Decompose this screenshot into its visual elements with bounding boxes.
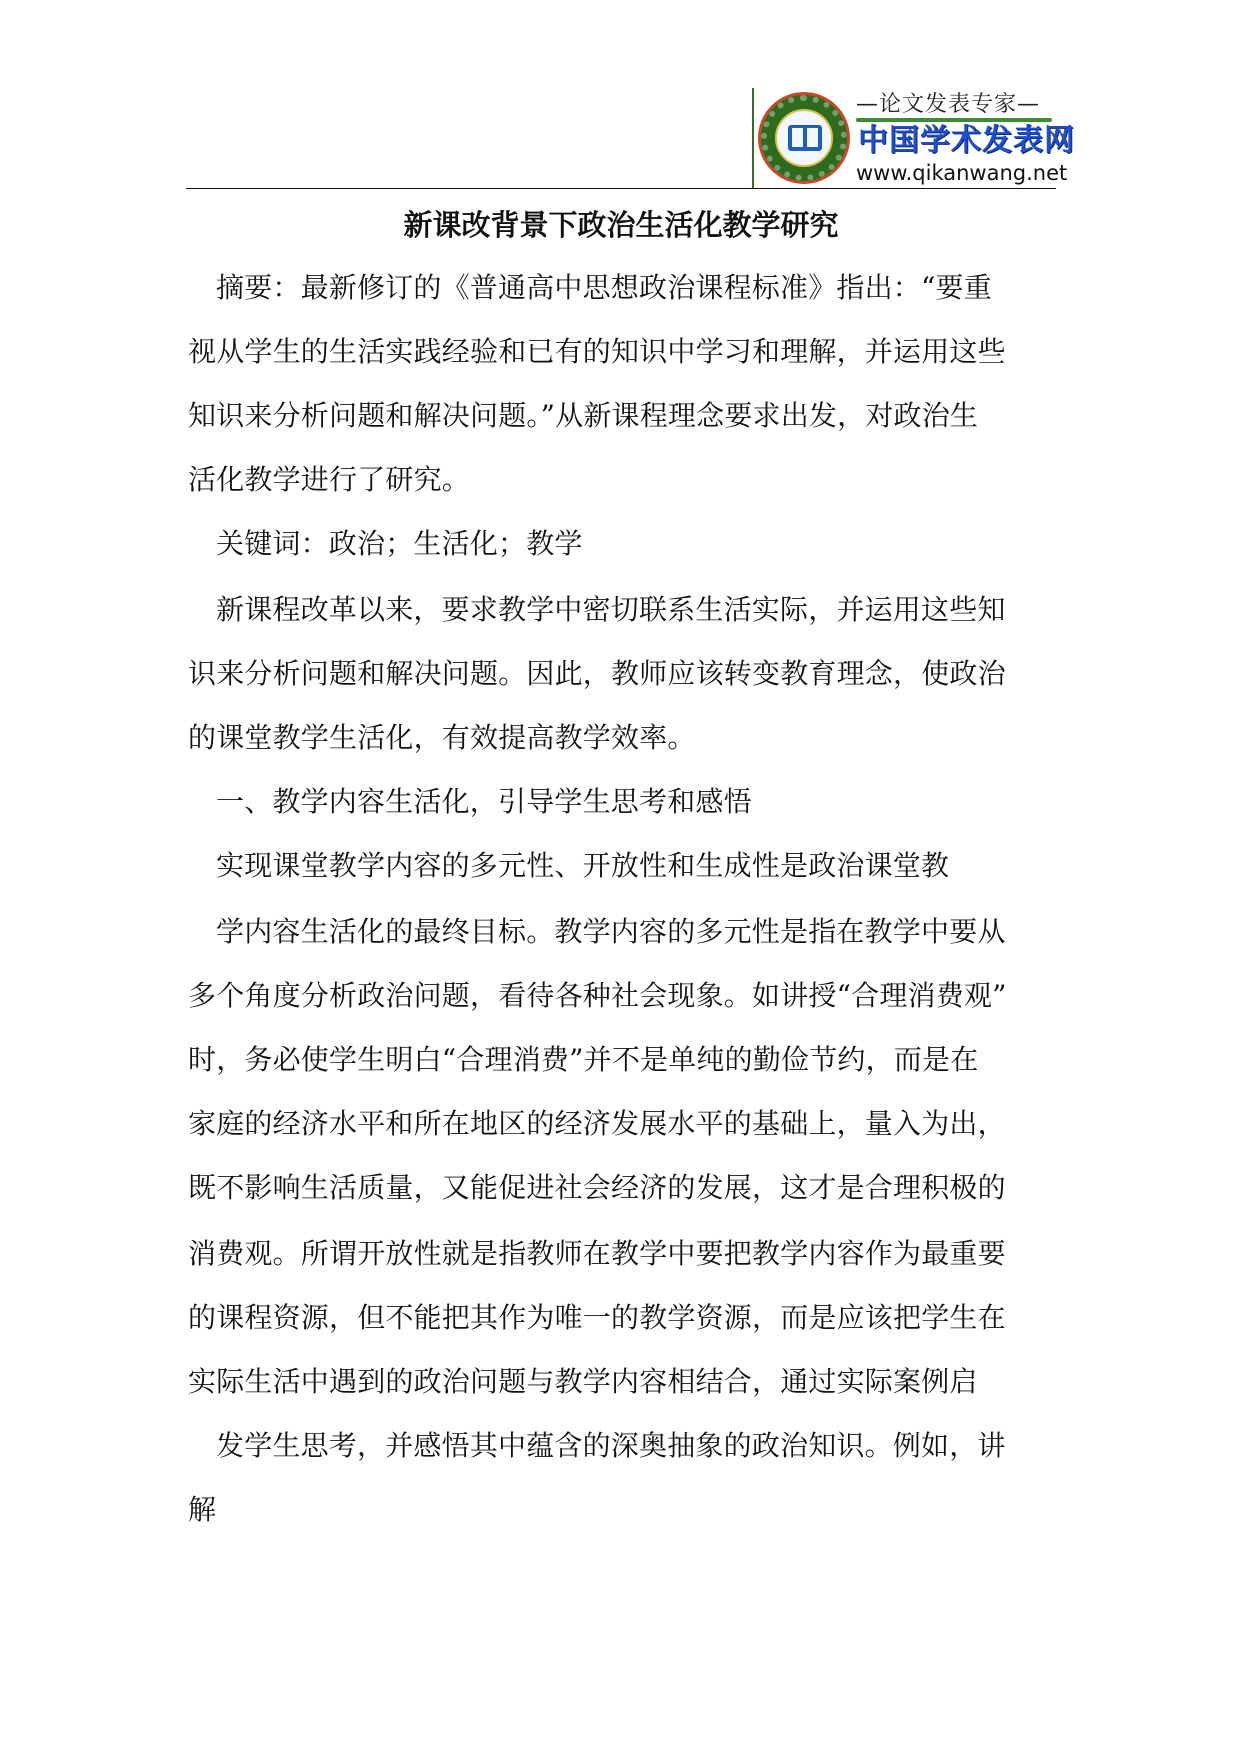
body-line-abstract-2: 视从学生的生活实践经验和已有的知识中学习和理解，并运用这些: [188, 335, 1006, 368]
body-line-abstract-4: 活化教学进行了研究。: [188, 463, 471, 496]
body-line-section1-4: 时，务必使学生明白“合理消费”并不是单纯的勤俭节约，而是在: [188, 1043, 979, 1076]
body-line-section1-6: 既不影响生活质量，又能促进社会经济的发展，这才是合理积极的: [188, 1171, 1006, 1204]
body-line-abstract-1: 摘要：最新修订的《普通高中思想政治课程标准》指出：“要重: [216, 271, 992, 304]
section-heading-1: 一、教学内容生活化，引导学生思考和感悟: [216, 785, 752, 818]
body-line-section1-2: 学内容生活化的最终目标。教学内容的多元性是指在教学中要从: [216, 915, 1006, 948]
body-line-section1-9: 实际生活中遇到的政治问题与教学内容相结合，通过实际案例启: [188, 1365, 978, 1398]
body-line-section1-3: 多个角度分析政治问题，看待各种社会现象。如讲授“合理消费观”: [188, 979, 1007, 1012]
document-title: 新课改背景下政治生活化教学研究: [403, 208, 839, 242]
logo-site-name: 中国学术发表网: [858, 123, 1075, 158]
body-line-section1-8: 的课程资源，但不能把其作为唯一的教学资源，而是应该把学生在: [188, 1301, 1006, 1334]
body-line-keywords: 关键词：政治；生活化；教学: [216, 527, 583, 560]
body-line-section1-7: 消费观。所谓开放性就是指教师在教学中要把教学内容作为最重要: [188, 1237, 1006, 1270]
body-line-abstract-3: 知识来分析问题和解决问题。”从新课程理念要求出发，对政治生: [188, 399, 979, 432]
body-line-intro-3: 的课堂教学生活化，有效提高教学效率。: [188, 721, 696, 754]
logo-slogan: —论文发表专家—: [856, 92, 1041, 117]
logo-url: www.qikanwang.net: [856, 161, 1068, 185]
body-line-section1-10: 发学生思考，并感悟其中蕴含的深奥抽象的政治知识。例如，讲: [216, 1429, 1006, 1462]
body-line-intro-2: 识来分析问题和解决问题。因此，教师应该转变教育理念，使政治: [188, 657, 1006, 690]
body-line-intro-1: 新课程改革以来，要求教学中密切联系生活实际，并运用这些知: [216, 593, 1006, 626]
body-line-section1-1: 实现课堂教学内容的多元性、开放性和生成性是政治课堂教: [216, 849, 950, 882]
body-line-section1-5: 家庭的经济水平和所在地区的经济发展水平的基础上，量入为出，: [188, 1107, 1006, 1140]
body-line-section1-11: 解: [188, 1493, 217, 1526]
